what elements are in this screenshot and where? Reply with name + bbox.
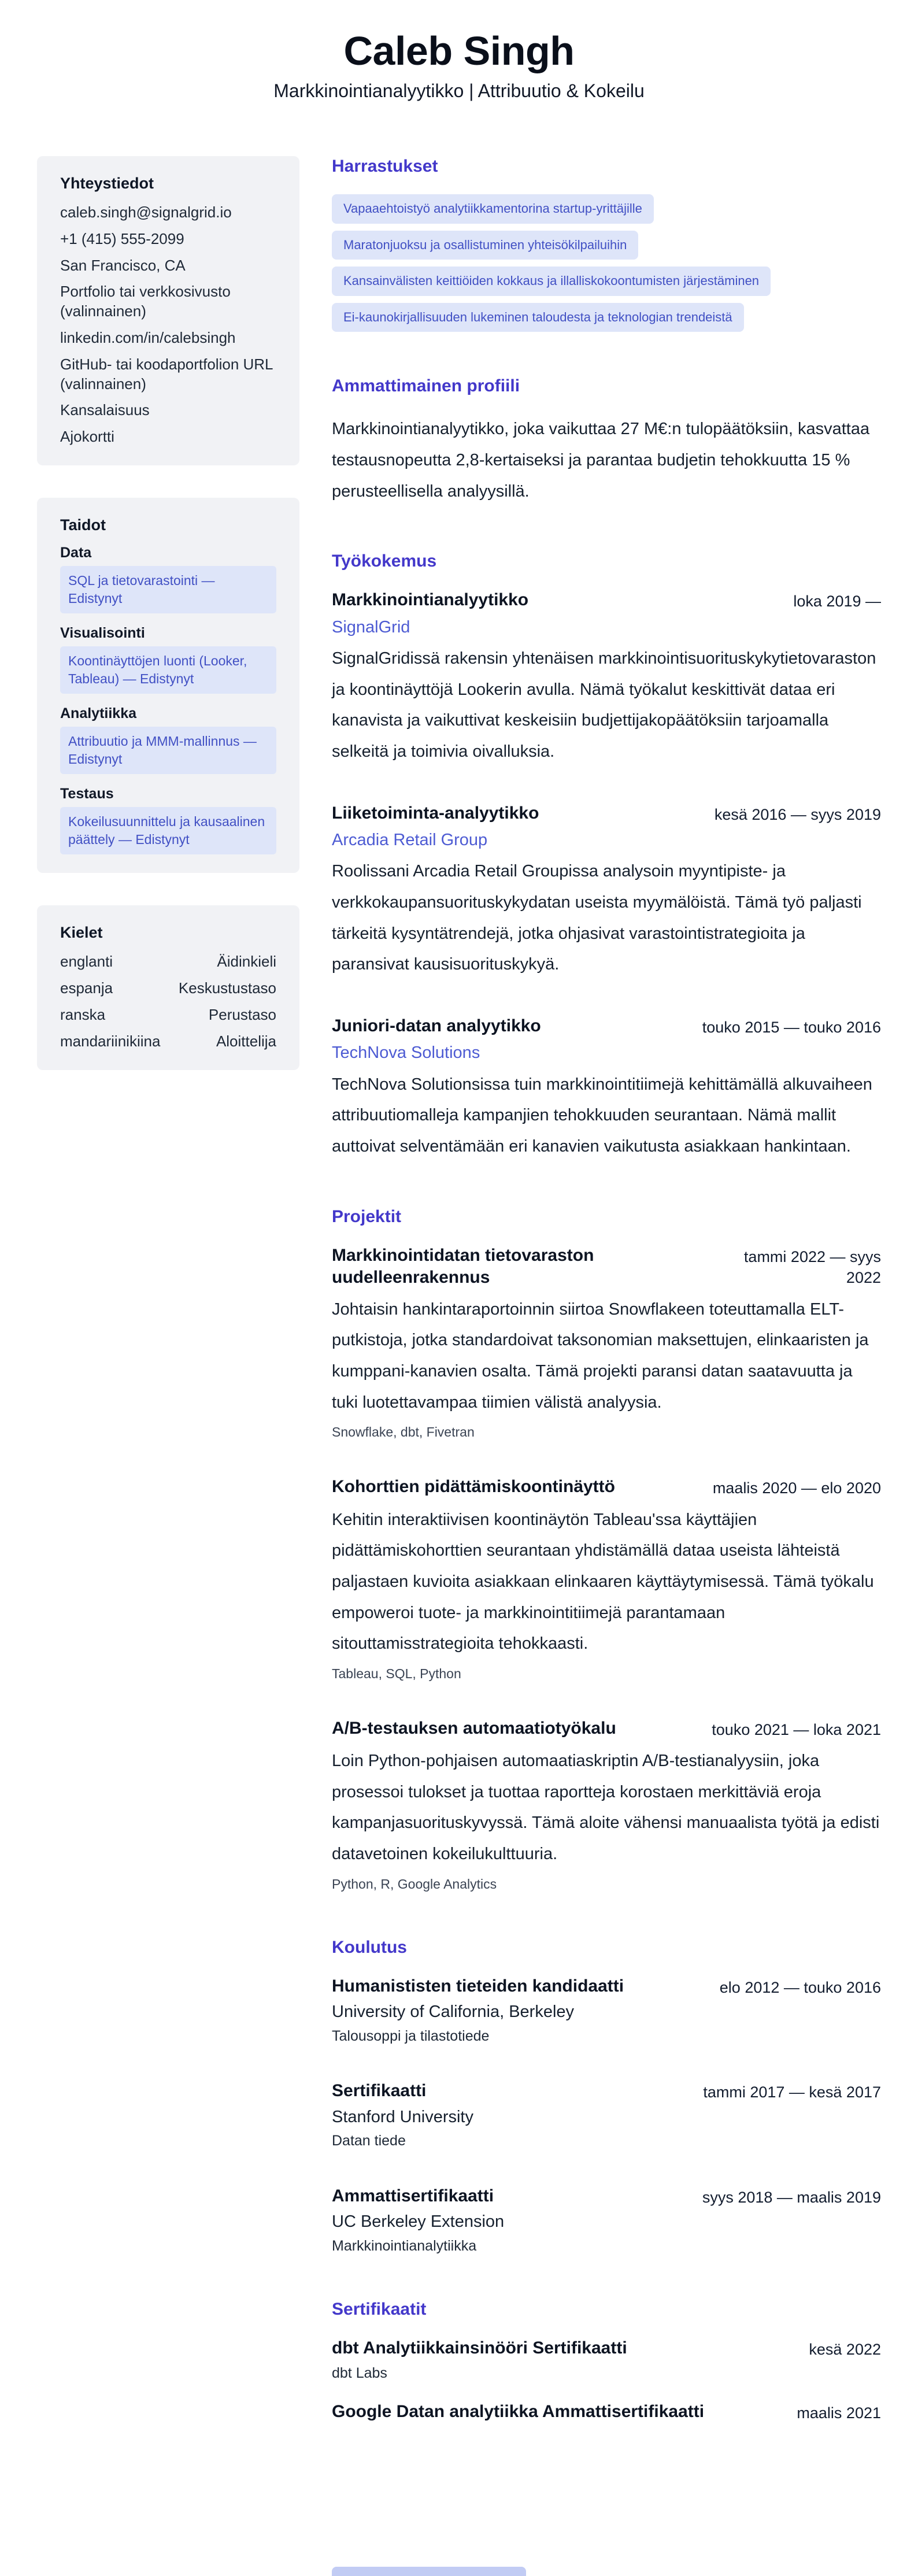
job-entry [332,589,881,767]
language-name: mandariinikiina [60,1032,161,1050]
job-description: TechNova Solutionsissa tuin markkinointitiimejä kehittämällä alkuvaiheen attribuutiomalleja kampanjien tehokkuuden seurantaan. Nämä mallit auttoivat selventämään eri kanavien vaikutusta asiakkaan hankintaan. [332,1075,872,1156]
experience-section [332,551,881,1162]
language-row [60,979,276,998]
certification-issuer: dbt Labs [332,2364,387,2381]
education-section-title: Koulutus [332,1937,407,1957]
project-dates: maalis 2020 — elo 2020 [712,1479,881,1497]
job-dates: loka 2019 — [793,593,881,610]
degree-title: Humanististen tieteiden kandidaatti [332,1976,624,1996]
project-dates: tammi 2022 — syys 2022 [743,1248,881,1286]
languages-section [37,905,299,1069]
certifications-section [332,2299,881,2423]
hobby-pill: Maratonjuoksu ja osallistuminen yhteisökilpailuihin [332,231,638,260]
field-of-study: Talousoppi ja tilastotiede [332,2027,490,2044]
job-entry-head [332,1015,881,1038]
language-name: espanja [60,979,113,997]
project-name: A/B-testauksen automaatiotyökalu [332,1718,616,1738]
language-row [60,952,276,972]
languages-section-title: Kielet [60,924,103,942]
job-dates: touko 2015 — touko 2016 [702,1018,881,1036]
job-entry-head [332,589,881,612]
education-entry [332,2185,881,2256]
field-of-study: Markkinointianalytiikka [332,2237,477,2254]
certification-entry-head [332,2401,881,2423]
education-dates: elo 2012 — touko 2016 [719,1978,881,1996]
project-entry-head [332,1245,881,1289]
project-description: Loin Python-pohjaisen automaatiaskriptin A/B-testianalyysiin, joka prosessoi tulokset ja tuottaa raportteja korostaen merkittäviä eroja kampanjasuorituskyvyssä. Tämä aloite vähensi manuaalista työtä ja edisti datavetoinen kokeilukulttuuria. [332,1752,880,1864]
project-tech-stack: Snowflake, dbt, Fivetran [332,1424,475,1440]
hobby-pill: Vapaaehtoistyö analytiikkamentorina startup-yrittäjille [332,194,654,224]
contact-portfolio: Portfolio tai verkkosivusto (valinnainen) [60,283,231,320]
contact-section-title: Yhteystiedot [60,175,154,193]
skill-pill: Koontinäyttöjen luonti (Looker, Tableau) — Edistynyt [60,646,276,694]
skill-category-label: Visualisointi [60,625,145,642]
candidate-title: Markkinointianalyytikko | Attribuutio & Kokeilu [273,80,645,101]
language-level: Aloittelija [216,1032,276,1050]
project-dates: touko 2021 — loka 2021 [712,1720,881,1738]
skill-group-testing [60,786,276,854]
job-title: Markkinointianalyytikko [332,590,529,610]
project-entry [332,1245,881,1442]
job-description: SignalGridissä rakensin yhtenäisen markkinointisuorituskykytietovaraston ja koontinäyttöjä Lookerin avulla. Nämä työkalut keskittivät dataa eri kanavista ja vaikuttivat keskeisiin budjettijakopäätöksiin tarjoamalla selkeitä ja toimivia oivalluksia. [332,649,876,761]
certification-entry-head [332,2337,881,2360]
hobbies-section-title: Harrastukset [332,157,438,176]
skill-category-label: Data [60,545,92,561]
job-title: Liiketoiminta-analyytikko [332,803,539,823]
project-tech-stack: Python, R, Google Analytics [332,1876,497,1892]
project-entry [332,1718,881,1893]
education-entry [332,2080,881,2151]
skill-group-analytics [60,705,276,774]
skills-section [37,498,299,873]
contact-location: San Francisco, CA [60,256,186,274]
candidate-name: Caleb Singh [343,28,575,73]
school-name: University of California, Berkeley [332,2003,575,2021]
degree-title: Sertifikaatti [332,2081,427,2101]
contact-github: GitHub- tai koodaportfolion URL (valinnainen) [60,355,273,393]
skill-group-data [60,545,276,613]
job-dates: kesä 2016 — syys 2019 [714,805,881,823]
certification-name: Google Datan analytiikka Ammattisertifikaatti [332,2402,705,2422]
contact-section [37,156,299,465]
project-description: Johtaisin hankintaraportoinnin siirtoa Snowflakeen toteuttamalla ELT-putkistoja, jotka standardoivat taksonomian maksettujen, elinkaaristen ja kumppani-kanavien osalta. Tämä projekti paransi datan saatavuutta ja tuki luotettavampaa tiimien välistä analyysia. [332,1300,869,1412]
education-section [332,1937,881,2256]
education-dates: tammi 2017 — kesä 2017 [703,2083,881,2101]
skill-pill: Kokeilusuunnittelu ja kausaalinen päättely — Edistynyt [60,807,276,854]
job-company: TechNova Solutions [332,1043,480,1063]
project-tech-stack: Tableau, SQL, Python [332,1665,461,1681]
certification-entry [332,2337,881,2382]
language-level: Keskustustaso [178,979,276,997]
skill-group-visualization [60,625,276,694]
hobby-pill: Kansainvälisten keittiöiden kokkaus ja illalliskokoontumisten järjestäminen [332,267,771,296]
language-level: Perustaso [208,1006,276,1024]
skill-pill: SQL ja tietovarastointi — Edistynyt [60,566,276,613]
language-name: ranska [60,1006,106,1024]
degree-title: Ammattisertifikaatti [332,2186,494,2205]
content-columns [37,156,881,2424]
school-name: Stanford University [332,2107,473,2126]
education-entry-head [332,2080,881,2103]
project-entry-head [332,1718,881,1740]
language-row [60,1032,276,1052]
profile-section [332,376,881,507]
project-entry [332,1476,881,1683]
education-entry [332,1975,881,2046]
skill-category-label: Testaus [60,786,114,802]
job-company: SignalGrid [332,617,410,636]
certifications-section-title: Sertifikaatit [332,2300,427,2319]
certification-date: kesä 2022 [809,2341,881,2359]
projects-section [332,1206,881,1893]
field-of-study: Datan tiede [332,2133,406,2149]
sidebar [37,156,299,1070]
contact-email: caleb.singh@signalgrid.io [60,203,232,221]
profile-section-title: Ammattimainen profiili [332,376,520,396]
clipped-pill [332,2567,526,2576]
hobbies-section [332,156,881,332]
job-entry-head [332,802,881,825]
project-description: Kehitin interaktiivisen koontinäytön Tableau'ssa käyttäjien pidättämiskohorttien seurantaan yhdistämällä dataa useista lähteistä paljastaen kuvioita asiakkaan elinkaaren käyttäytymisessä. Tämä työkalu empoweroi tuote- ja markkinointitiimejä parantamaan sitouttamisstrategioita tehokkaasti. [332,1510,874,1653]
education-dates: syys 2018 — maalis 2019 [702,2188,881,2206]
school-name: UC Berkeley Extension [332,2212,505,2231]
profile-summary: Markkinointianalyytikko, joka vaikuttaa 27 M€:n tulopäätöksiin, kasvattaa testausnopeutta 2,8-kertaiseksi ja parantaa budjetin tehokkuutta 15 % perusteellisella analyysillä. [332,420,870,501]
certification-date: maalis 2021 [797,2404,881,2422]
project-entry-head [332,1476,881,1498]
job-entry [332,1015,881,1163]
hobby-pill-list [332,194,881,332]
certification-entry [332,2401,881,2423]
contact-linkedin: linkedin.com/in/calebsingh [60,329,236,347]
project-name: Markkinointidatan tietovaraston uudelleenrakennus [332,1245,594,1287]
education-entry-head [332,1975,881,1998]
contact-phone: +1 (415) 555-2099 [60,230,184,247]
job-title: Juniori-datan analyytikko [332,1016,541,1035]
job-company: Arcadia Retail Group [332,831,488,850]
projects-section-title: Projektit [332,1206,402,1226]
resume-header [37,28,881,103]
skill-category-label: Analytiikka [60,705,137,722]
skill-pill: Attribuutio ja MMM-mallinnus — Edistynyt [60,727,276,774]
hobby-pill: Ei-kaunokirjallisuuden lukeminen taloudesta ja teknologian trendeistä [332,303,744,332]
project-name: Kohorttien pidättämiskoontinäyttö [332,1477,615,1497]
language-level: Äidinkieli [217,953,276,971]
certification-name: dbt Analytiikkainsinööri Sertifikaatti [332,2338,627,2358]
job-entry [332,802,881,980]
language-row [60,1005,276,1025]
contact-driving-license: Ajokortti [60,428,114,446]
education-entry-head [332,2185,881,2208]
main-content [332,156,881,2424]
contact-citizenship: Kansalaisuus [60,401,150,419]
experience-section-title: Työkokemus [332,552,437,571]
job-description: Roolissani Arcadia Retail Groupissa analysoin myyntipiste- ja verkkokaupansuorituskykydatan useista myymälöistä. Tämä työ paljasti tärkeitä kysyntätrendejä, jotka ohjasivat varastointistrategioita ja paransivat kausisuorituskykyä. [332,862,862,974]
skills-section-title: Taidot [60,516,106,534]
language-name: englanti [60,953,113,971]
